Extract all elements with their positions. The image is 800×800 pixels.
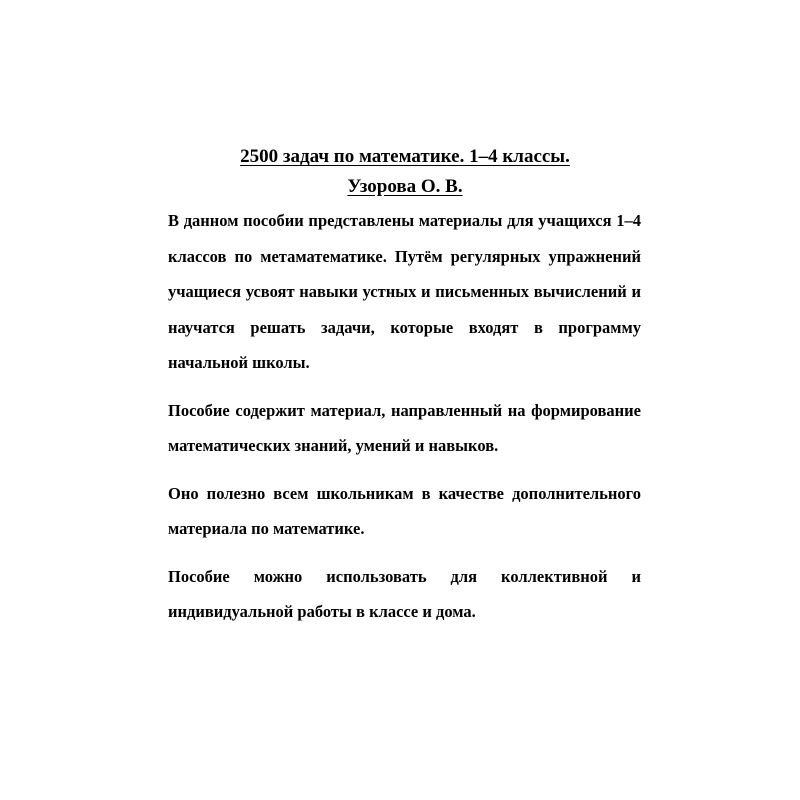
paragraph-description: В данном пособии представлены материалы для учащихся 1–4 классов по метаматематике. Путём регулярных упражнений учащиеся усвоят навыки устных и письменных вычислений и научатся решать задачи, которые входят в программу начальной школы. — [168, 211, 641, 372]
paragraph-usefulness: Оно полезно всем школьникам в качестве дополнительного материала по математике. — [168, 483, 641, 538]
book-author: Узорова О. В. — [347, 176, 463, 197]
document-body — [168, 203, 641, 630]
document-header — [160, 142, 650, 202]
paragraph-usage: Пособие можно использовать для коллективной и индивидуальной работы в классе и дома. — [168, 566, 641, 621]
paragraph-contents: Пособие содержит материал, направленный на формирование математических знаний, умений и навыков. — [168, 400, 641, 455]
book-title: 2500 задач по математике. 1–4 классы. — [240, 146, 570, 167]
